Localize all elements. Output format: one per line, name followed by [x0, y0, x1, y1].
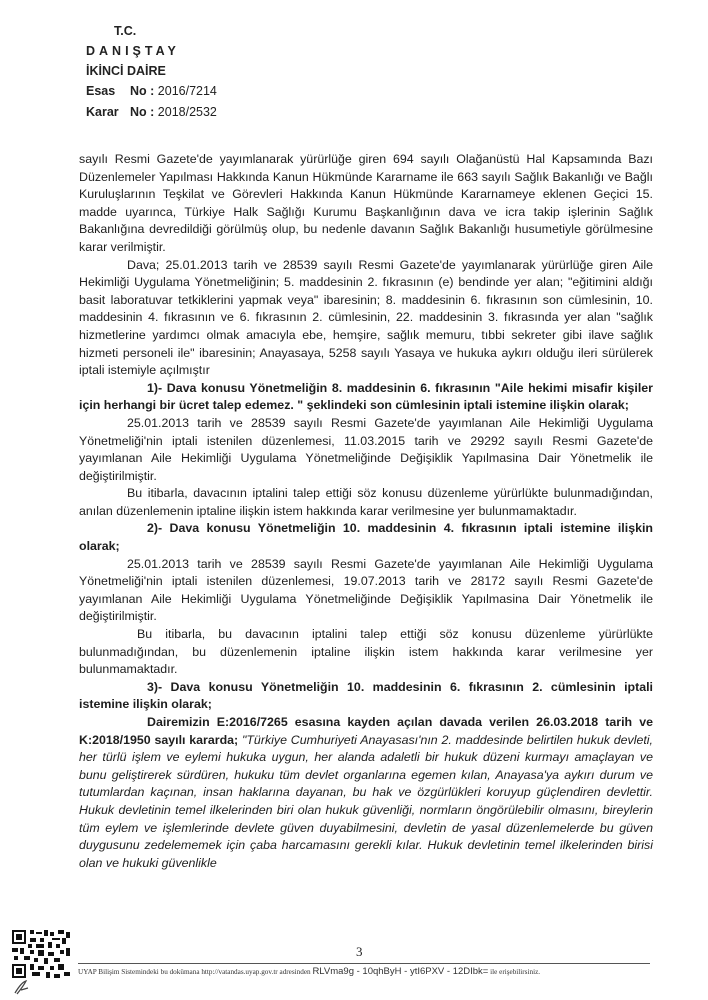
court-name: DANIŞTAY — [86, 44, 180, 58]
paragraph-7-lead: Dairemizin E:2016/7265 esasına kayden açılan davada verilen 26.03.2018 tarih ve K:2018/1950 sayılı kararda; — [79, 715, 653, 747]
paragraph-7 — [79, 714, 653, 872]
paragraph-2: Dava; 25.01.2013 tarih ve 28539 sayılı Resmi Gazete'de yayımlanarak yürürlüğe giren Aile Hekimliği Uygulama Yönetmeliğinin; 5. maddesinin 2. fıkrasının (e) bendinde yer alan; "eğitimini aldığı basit laboratuvar tetkiklerini yapmak veya" ibaresinin; 8. maddesinin 6. fıkrasının son cümlesinin, 10. maddesinin 4. fıkrasının ve 6. fıkrasının 2. cümlesinin, 22. maddesinin 3. fıkrasında yer alan "sağlık hizmetlerine yardımcı olmak amacıyla ebe, hemşire, sağlık memuru, tıbbi sekreter gibi ilave sağlık hizmeti personeli ile" ibaresinin; Anayasaya, 5258 sayılı Yasaya ve hukuka aykırı olduğu ileri sürülerek iptali istemiyle açılmıştır — [79, 257, 653, 378]
header-tc: T.C. — [114, 24, 137, 38]
karar-number-row — [86, 105, 217, 120]
karar-no-label: No : — [130, 105, 155, 119]
document-body — [79, 151, 653, 872]
karar-label: Karar — [86, 105, 119, 119]
page-number: 3 — [356, 944, 363, 959]
department-name: İKİNCİ DAİRE — [86, 64, 166, 78]
footer-text: UYAP Bilişim Sistemindeki bu dokümana http://vatandas.uyap.gov.tr adresinden — [78, 968, 311, 976]
signature-mark-icon — [12, 978, 32, 996]
qr-code-icon — [12, 930, 70, 978]
paragraph-5: 25.01.2013 tarih ve 28539 sayılı Resmi Gazete'de yayımlanan Aile Hekimliği Uygulama Yönetmeliği'nin iptali istenilen düzenlemesi, 19.07.2013 tarih ve 28172 sayılı Resmi Gazete'de yayımlanan Aile Hekimliği Uygulama Yönetmeliğinde Değişiklik Yapılmasina Dair Yönetmelik ile değiştirilmiştir. — [79, 556, 653, 624]
paragraph-4: Bu itibarla, davacının iptalini talep ettiği söz konusu düzenleme yürürlükte bulunmadığından, anılan düzenlemenin iptaline ilişkin istem hakkında karar verilmesine yer bulunmamaktadır. — [79, 486, 653, 518]
esas-label: Esas — [86, 84, 116, 98]
footer-verification — [78, 966, 658, 977]
verification-code: RLVma9g - 10qhByH - ytI6PXV - 12DIbk= — [312, 966, 489, 977]
section-heading-3: 3)- Dava konusu Yönetmeliğin 10. maddesinin 6. fıkrasının 2. cümlesinin iptali istemine ilişkin olarak; — [79, 679, 653, 712]
footer-divider — [78, 963, 650, 964]
esas-no-label: No : — [130, 84, 155, 98]
footer-suffix: ile erişebilirsiniz. — [490, 968, 541, 976]
paragraph-3: 25.01.2013 tarih ve 28539 sayılı Resmi Gazete'de yayımlanan Aile Hekimliği Uygulama Yönetmeliği'nin iptali istenilen düzenlemesi, 11.03.2015 tarih ve 29292 sayılı Resmi Gazete'de yayımlanan Aile Hekimliği Uygulama Yönetmeliğinde Değişiklik Yapılmasina Dair Yönetmelik ile değiştirilmiştir. — [79, 415, 653, 483]
paragraph-6: Bu itibarla, bu davacının iptalini talep ettiği söz konusu düzenleme yürürlükte bulunmadığından, bu düzenlemenin iptaline ilişkin istem hakkında karar verilmesine yer bulunmamaktadır. — [79, 627, 653, 677]
section-heading-2: 2)- Dava konusu Yönetmeliğin 10. maddesinin 4. fıkrasının iptali istemine ilişkin olarak; — [79, 521, 653, 554]
paragraph-7-quote: "Türkiye Cumhuriyeti Anayasası'nın 2. maddesinde belirtilen hukuk devleti, her türlü işlem ve eylemi hukuka uygun, her alanda adaletli bir hukuk düzeni kurmayı amaçlayan ve bunu geliştirerek sürdüren, hukuku tüm devlet organlarına egemen kılan, Anayasa'ya aykırı durum ve tutumlardan kaçınan, insan haklarına dayanan, bu hak ve özgürlükleri koruyup güçlendiren devlettir. Hukuk devletinin temel ilkelerinden biri olan hukuk güvenliği, normların öngörülebilir olmasını, bireylerin tüm eylem ve işlemlerinde devlete güven duyabilmesini, devletin de yasal düzenlemelerde bu güven duygusunu zedelememek için çaba harcamasını gerekli kılar. Hukuk devletinin temel ilkelerinden birisi olan ve hukuki güvenlikle — [79, 732, 653, 870]
paragraph-1: sayılı Resmi Gazete'de yayımlanarak yürürlüğe giren 694 sayılı Olağanüstü Hal Kapsamında Bazı Düzenlemeler Yapılması Hakkında Kanun Hükmünde Kararname ile 663 sayılı Sağlık Bakanlığı ve Bağlı Kuruluşlarının Teşkilat ve Görevleri Hakkında Kanun Hükmünde Kararnameye eklenen Geçici 15. madde uyarınca, Türkiye Halk Sağlığı Kurumu Başkanlığının dava ve icra takip işlerinin Sağlık Bakanlığına devredildiği görülmüş olup, bu nedenle davanın Sağlık Bakanlığı husumetiyle görülmesine karar verilmiştir. — [79, 152, 653, 254]
karar-value: 2018/2532 — [157, 105, 217, 119]
section-heading-1: 1)- Dava konusu Yönetmeliğin 8. maddesinin 6. fıkrasının "Aile hekimi misafir kişiler için herhangi bir ücret talep edemez. " şeklindeki son cümlesinin iptali istemine ilişkin olarak; — [79, 380, 653, 413]
esas-number-row — [86, 84, 217, 99]
esas-value: 2016/7214 — [157, 84, 217, 98]
